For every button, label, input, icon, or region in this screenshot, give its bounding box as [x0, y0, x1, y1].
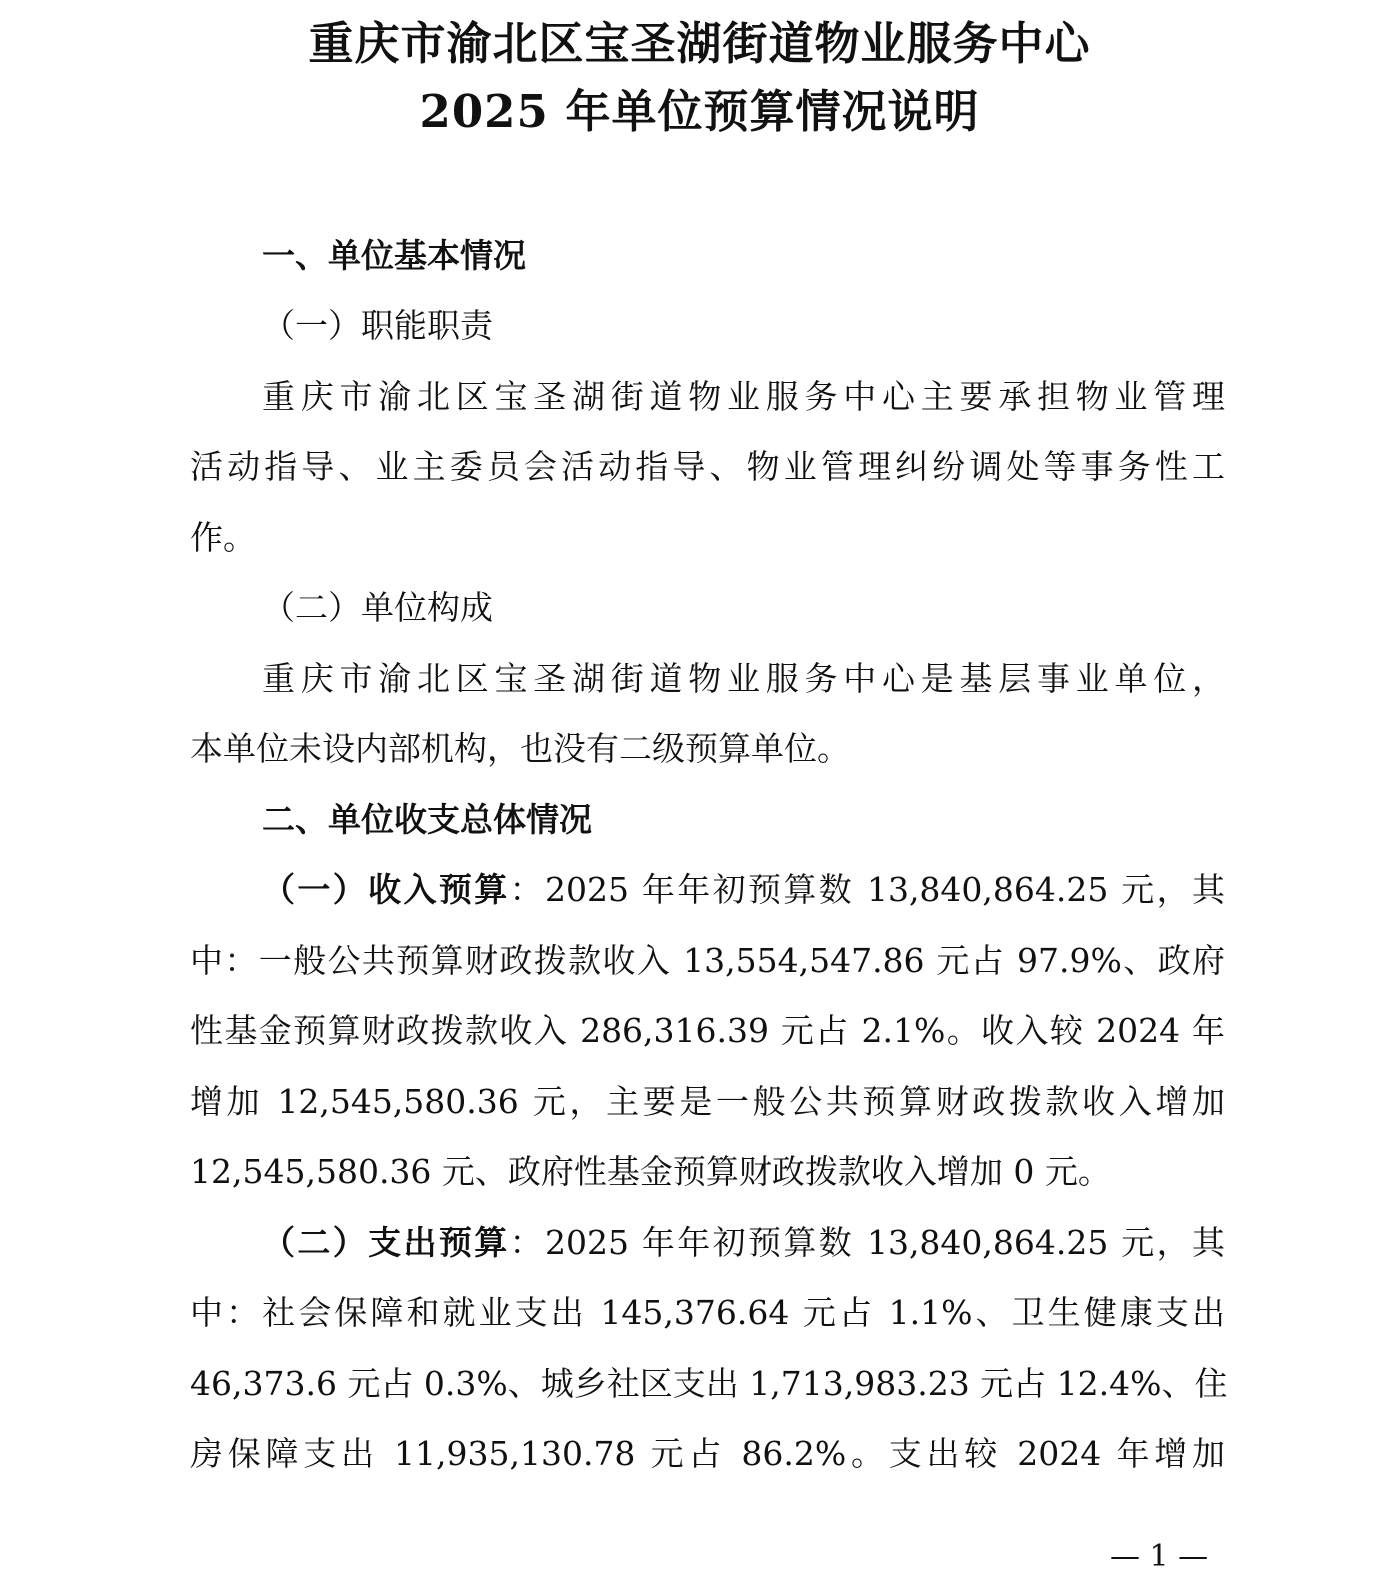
document-title-line-2: 2025 年单位预算情况说明: [419, 85, 980, 138]
paragraph-line: 本单位未设内部机构，也没有二级预算单位。: [190, 729, 850, 768]
paragraph-line: 增加 12,545,580.36 元，主要是一般公共预算财政拨款收入增加: [190, 1082, 1225, 1121]
paragraph-line: 性基金预算财政拨款收入 286,316.39 元占 2.1%。收入较 2024 年: [190, 1011, 1225, 1050]
paragraph-line: 房保障支出 11,935,130.78 元占 86.2%。支出较 2024 年增加: [190, 1434, 1225, 1473]
section-1-sub-2-heading: （二）单位构成: [262, 588, 493, 627]
section-2-heading: 二、单位收支总体情况: [262, 800, 592, 839]
income-budget-line-1: （一）收入预算：2025 年年初预算数 13,840,864.25 元，其: [262, 870, 1225, 909]
paragraph-line: 中：社会保障和就业支出 145,376.64 元占 1.1%、卫生健康支出: [190, 1293, 1225, 1332]
paragraph-line: 重庆市渝北区宝圣湖街道物业服务中心主要承担物业管理: [262, 377, 1225, 416]
document-title-line-1: 重庆市渝北区宝圣湖街道物业服务中心: [308, 17, 1091, 70]
paragraph-line: 12,545,580.36 元、政府性基金预算财政拨款收入增加 0 元。: [190, 1152, 1111, 1191]
section-1-heading: 一、单位基本情况: [262, 236, 526, 275]
paragraph-line: 46,373.6 元占 0.3%、城乡社区支出 1,713,983.23 元占 12.4%、住: [190, 1364, 1228, 1403]
expense-budget-line-1: （二）支出预算：2025 年年初预算数 13,840,864.25 元，其: [262, 1223, 1225, 1262]
paragraph-line: 重庆市渝北区宝圣湖街道物业服务中心是基层事业单位，: [262, 659, 1225, 698]
page-number: — 1 —: [1110, 1539, 1209, 1574]
income-budget-label: （一）收入预算: [262, 870, 510, 909]
expense-budget-label: （二）支出预算: [262, 1223, 510, 1262]
paragraph-line: 作。: [190, 518, 256, 557]
paragraph-line: 活动指导、业主委员会活动指导、物业管理纠纷调处等事务性工: [190, 447, 1225, 486]
section-1-sub-1-heading: （一）职能职责: [262, 306, 493, 345]
paragraph-line: 中：一般公共预算财政拨款收入 13,554,547.86 元占 97.9%、政府: [190, 941, 1225, 980]
